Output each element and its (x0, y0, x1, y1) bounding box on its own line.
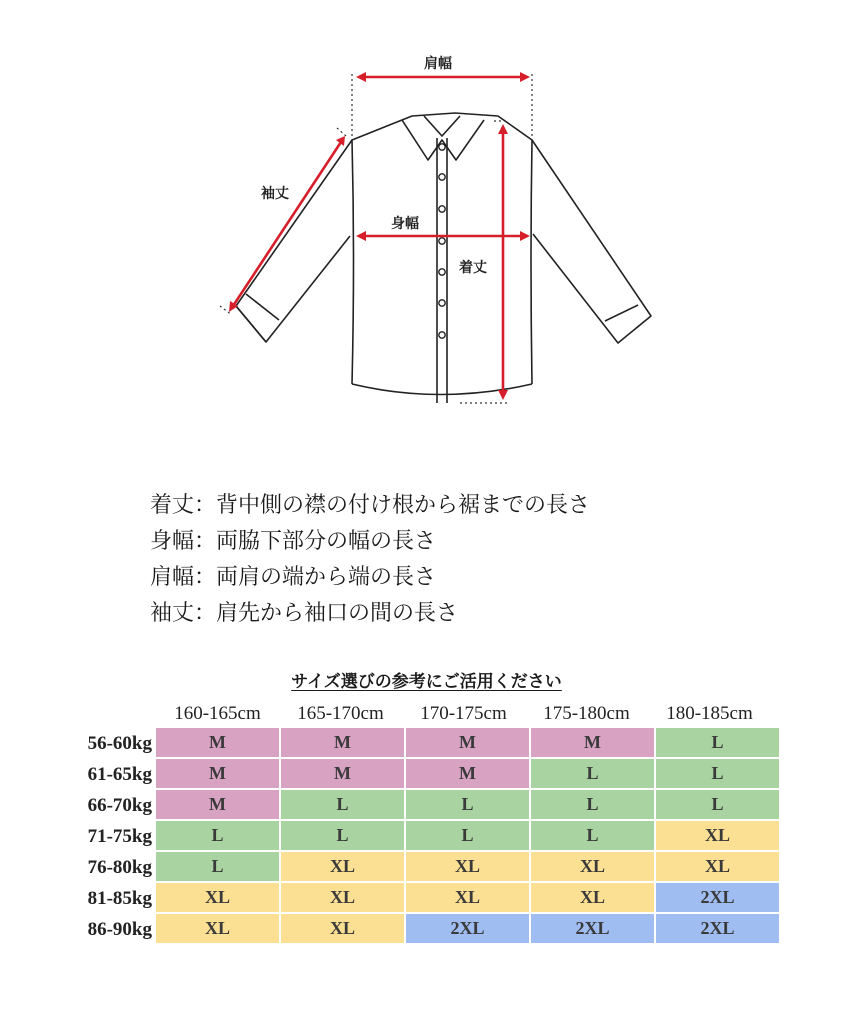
size-cell: L (656, 728, 779, 757)
size-cell: M (156, 790, 279, 819)
table-row (60, 914, 779, 945)
size-chart-table (60, 700, 779, 945)
table-row (60, 883, 779, 914)
table-body (60, 728, 779, 945)
body-width-label: 身幅 (391, 216, 419, 232)
size-cell: L (156, 852, 279, 881)
size-cell: 2XL (656, 883, 779, 912)
column-header: 160-165cm (174, 703, 261, 724)
size-cell: L (656, 759, 779, 788)
size-cell: L (531, 790, 654, 819)
row-header-weight: 71-75kg (87, 825, 152, 847)
size-cell: L (406, 821, 529, 850)
table-row (60, 790, 779, 821)
size-cell: L (531, 821, 654, 850)
size-cell: XL (406, 852, 529, 881)
row-header-weight: 56-60kg (87, 732, 152, 754)
size-cell: XL (281, 883, 404, 912)
size-cell: M (281, 728, 404, 757)
size-cell: M (156, 728, 279, 757)
size-cell: XL (531, 883, 654, 912)
row-header-weight: 86-90kg (87, 918, 152, 940)
size-cell: XL (656, 852, 779, 881)
column-header: 175-180cm (543, 703, 630, 724)
size-cell: XL (281, 914, 404, 943)
shoulder-width-label: 肩幅 (424, 56, 452, 72)
table-row (60, 728, 779, 759)
size-cell: XL (156, 914, 279, 943)
shirt-measurement-diagram (0, 0, 853, 430)
size-cell: M (406, 728, 529, 757)
size-cell: M (406, 759, 529, 788)
size-cell: L (656, 790, 779, 819)
column-header: 170-175cm (420, 703, 507, 724)
row-header-weight: 81-85kg (87, 887, 152, 909)
definition-total-length: 着丈：背中側の襟の付け根から裾までの長さ (150, 493, 591, 518)
measurement-definitions (150, 488, 590, 632)
size-cell: M (156, 759, 279, 788)
row-header-weight: 61-65kg (87, 763, 152, 785)
size-table-title (0, 667, 853, 692)
size-cell: XL (406, 883, 529, 912)
table-row (60, 821, 779, 852)
size-table-title-text: サイズ選びの参考にご活用ください (291, 672, 562, 692)
size-cell: L (406, 790, 529, 819)
size-cell: XL (281, 852, 404, 881)
size-cell: L (156, 821, 279, 850)
definition-sleeve-length: 袖丈：肩先から袖口の間の長さ (150, 601, 459, 626)
size-cell: L (281, 821, 404, 850)
table-row (60, 759, 779, 790)
row-header-weight: 76-80kg (87, 856, 152, 878)
total-length-label: 着丈 (459, 260, 487, 276)
table-header-row (60, 700, 779, 728)
table-row (60, 852, 779, 883)
column-header: 165-170cm (297, 703, 384, 724)
size-cell: XL (656, 821, 779, 850)
size-cell: XL (156, 883, 279, 912)
size-cell: M (531, 728, 654, 757)
column-header: 180-185cm (666, 703, 753, 724)
size-cell: L (281, 790, 404, 819)
size-cell: L (531, 759, 654, 788)
size-cell: XL (531, 852, 654, 881)
size-cell: 2XL (531, 914, 654, 943)
definition-shoulder-width: 肩幅：両肩の端から端の長さ (150, 565, 437, 590)
size-cell: 2XL (406, 914, 529, 943)
size-cell: 2XL (656, 914, 779, 943)
size-cell: M (281, 759, 404, 788)
row-header-weight: 66-70kg (87, 794, 152, 816)
sleeve-length-label: 袖丈 (261, 186, 289, 202)
definition-body-width: 身幅：両脇下部分の幅の長さ (150, 529, 437, 554)
